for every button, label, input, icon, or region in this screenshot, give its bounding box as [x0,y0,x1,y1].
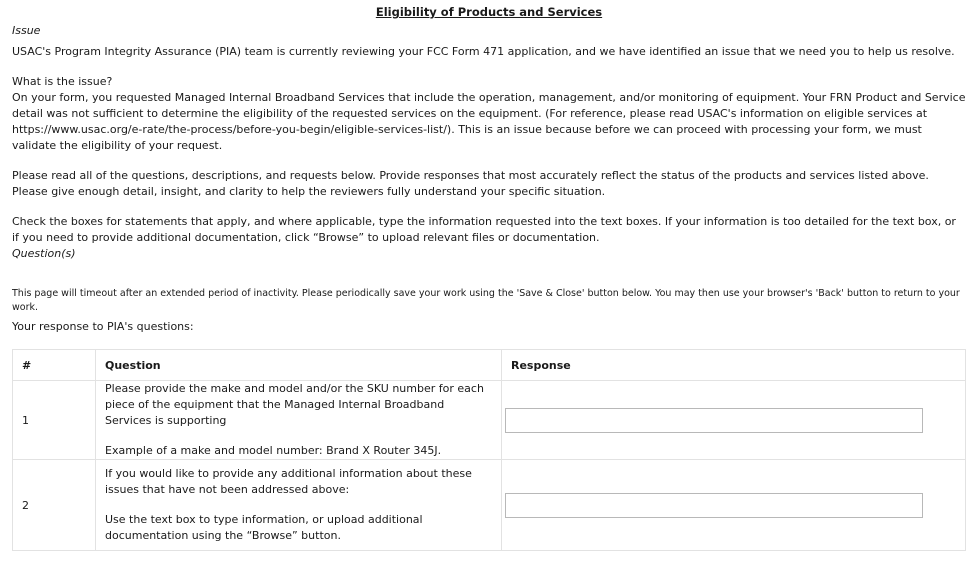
response-label: Your response to PIA's questions: [12,320,194,333]
header-response: Response [502,350,966,381]
intro-text: USAC's Program Integrity Assurance (PIA) team is currently reviewing your FCC Form 471 application, and we have identified an issue that we need you to help us resolve. [12,45,955,58]
issue-description: On your form, you requested Managed Internal Broadband Services that include the operation, management, and/or monitoring of equipment. Your FRN Product and Service detail was not sufficient to determine the eligibility of the requested services on the equipment. (For reference, please read USAC's information on eligible services at https://www.usac.org/e-rate/the-process/before-you-begin/eligible-services-list/). This is an issue because before we can proceed with processing your form, we must validate the eligibility of your request. [12,91,966,152]
question-cell [96,381,502,460]
table-header-row [13,350,966,381]
issue-label: Issue [12,24,41,37]
questions-label: Question(s) [12,247,76,260]
table-row [13,381,966,460]
question-note: Example of a make and model number: Brand X Router 345J. [105,444,442,457]
timeout-notice: This page will timeout after an extended period of inactivity. Please periodically save your work using the 'Save & Close' button below. You may then use your browser's 'Back' button to return to your work. [12,288,960,313]
question-note: Use the text box to type information, or upload additional documentation using the “Browse” button. [105,513,423,542]
row-number: 2 [13,460,96,551]
question-text: Please provide the make and model and/or the SKU number for each piece of the equipment that the Managed Internal Broadband Services is supporting [105,382,484,427]
instructions-read: Please read all of the questions, descriptions, and requests below. Provide responses that most accurately reflect the status of the products and services listed above. Please give enough detail, insight, and clarity to help the reviewers fully understand your specific situation. [12,169,929,198]
question-text: If you would like to provide any additional information about these issues that have not been addressed above: [105,467,472,496]
response-cell [502,381,966,460]
response-input-2[interactable] [505,493,923,518]
response-cell [502,460,966,551]
issue-heading: What is the issue? [12,75,113,88]
questions-table [12,349,966,551]
row-number: 1 [13,381,96,460]
header-question: Question [96,350,502,381]
table-row [13,460,966,551]
question-cell [96,460,502,551]
page-title: Eligibility of Products and Services [375,5,603,19]
header-number: # [13,350,96,381]
instructions-checkboxes: Check the boxes for statements that apply, and where applicable, type the information requested into the text boxes. If your information is too detailed for the text box, or if you need to provide additional documentation, click “Browse” to upload relevant files or documentation. [12,215,956,244]
response-input-1[interactable] [505,408,923,433]
